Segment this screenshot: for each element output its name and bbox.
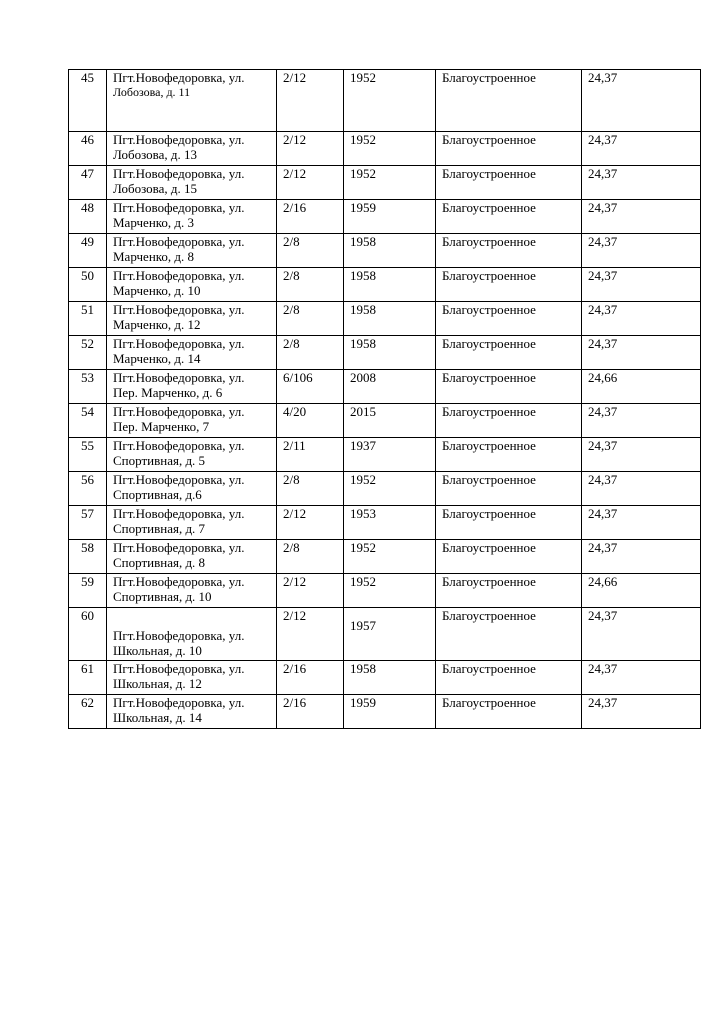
floors-apartments: 4/20 bbox=[277, 404, 344, 438]
tariff-value: 24,66 bbox=[582, 370, 701, 404]
build-year: 1952 bbox=[344, 574, 436, 608]
address-cell bbox=[107, 166, 277, 200]
address-street: Пгт.Новофедоровка, ул. bbox=[113, 438, 245, 453]
address-cell bbox=[107, 404, 277, 438]
row-number: 53 bbox=[69, 370, 107, 404]
address-street: Пгт.Новофедоровка, ул. bbox=[113, 506, 245, 521]
tariff-value: 24,37 bbox=[582, 336, 701, 370]
address-cell bbox=[107, 302, 277, 336]
row-number: 49 bbox=[69, 234, 107, 268]
floors-apartments: 2/8 bbox=[277, 302, 344, 336]
build-year: 1959 bbox=[344, 200, 436, 234]
address-street: Пгт.Новофедоровка, ул. bbox=[113, 268, 245, 283]
address-street: Пгт.Новофедоровка, ул. bbox=[113, 472, 245, 487]
address-house: Марченко, д. 10 bbox=[113, 283, 201, 298]
floors-apartments: 6/106 bbox=[277, 370, 344, 404]
build-year: 1952 bbox=[344, 132, 436, 166]
table-row bbox=[69, 574, 701, 608]
address-cell bbox=[107, 661, 277, 695]
address-cell bbox=[107, 608, 277, 661]
floors-apartments: 2/16 bbox=[277, 695, 344, 729]
floors-apartments: 2/12 bbox=[277, 506, 344, 540]
row-number: 59 bbox=[69, 574, 107, 608]
improvement-type: Благоустроенное bbox=[436, 268, 582, 302]
address-cell bbox=[107, 540, 277, 574]
row-number: 51 bbox=[69, 302, 107, 336]
improvement-type: Благоустроенное bbox=[436, 370, 582, 404]
address-cell bbox=[107, 695, 277, 729]
build-year: 1957 bbox=[344, 608, 436, 661]
address-cell bbox=[107, 234, 277, 268]
improvement-type: Благоустроенное bbox=[436, 166, 582, 200]
address-house: Лобозова, д. 15 bbox=[113, 181, 198, 196]
floors-apartments: 2/8 bbox=[277, 234, 344, 268]
table-row bbox=[69, 200, 701, 234]
table-row bbox=[69, 336, 701, 370]
row-number: 54 bbox=[69, 404, 107, 438]
row-number: 48 bbox=[69, 200, 107, 234]
build-year: 1937 bbox=[344, 438, 436, 472]
floors-apartments: 2/16 bbox=[277, 661, 344, 695]
improvement-type: Благоустроенное bbox=[436, 200, 582, 234]
table-row bbox=[69, 661, 701, 695]
address-street: Пгт.Новофедоровка, ул. bbox=[113, 695, 245, 710]
tariff-value: 24,37 bbox=[582, 608, 701, 661]
tariff-value: 24,37 bbox=[582, 166, 701, 200]
address-street: Пгт.Новофедоровка, ул. bbox=[113, 336, 245, 351]
floors-apartments: 2/12 bbox=[277, 70, 344, 132]
row-number: 55 bbox=[69, 438, 107, 472]
improvement-type: Благоустроенное bbox=[436, 695, 582, 729]
tariff-value: 24,37 bbox=[582, 132, 701, 166]
address-house: Пер. Марченко, д. 6 bbox=[113, 385, 223, 400]
address-house: Лобозова, д. 13 bbox=[113, 147, 198, 162]
address-house: Спортивная, д. 10 bbox=[113, 589, 212, 604]
row-number: 46 bbox=[69, 132, 107, 166]
tariff-value: 24,66 bbox=[582, 574, 701, 608]
address-house: Спортивная, д.6 bbox=[113, 487, 202, 502]
address-street: Пгт.Новофедоровка, ул. bbox=[113, 404, 245, 419]
build-year: 1952 bbox=[344, 472, 436, 506]
address-street: Пгт.Новофедоровка, ул. bbox=[113, 70, 245, 85]
row-number: 61 bbox=[69, 661, 107, 695]
tariff-value: 24,37 bbox=[582, 302, 701, 336]
floors-apartments: 2/12 bbox=[277, 574, 344, 608]
improvement-type: Благоустроенное bbox=[436, 132, 582, 166]
tariff-value: 24,37 bbox=[582, 506, 701, 540]
address-street: Пгт.Новофедоровка, ул. bbox=[113, 370, 245, 385]
table-row bbox=[69, 438, 701, 472]
row-number: 50 bbox=[69, 268, 107, 302]
build-year: 1958 bbox=[344, 661, 436, 695]
floors-apartments: 2/11 bbox=[277, 438, 344, 472]
tariff-value: 24,37 bbox=[582, 540, 701, 574]
address-cell bbox=[107, 200, 277, 234]
row-number: 62 bbox=[69, 695, 107, 729]
address-house: Лобозова, д. 11 bbox=[113, 85, 191, 99]
address-house: Спортивная, д. 5 bbox=[113, 453, 206, 468]
improvement-type: Благоустроенное bbox=[436, 336, 582, 370]
address-street: Пгт.Новофедоровка, ул. bbox=[113, 234, 245, 249]
build-year: 1958 bbox=[344, 302, 436, 336]
address-house: Школьная, д. 12 bbox=[113, 676, 202, 691]
address-street: Пгт.Новофедоровка, ул. bbox=[113, 200, 245, 215]
improvement-type: Благоустроенное bbox=[436, 472, 582, 506]
improvement-type: Благоустроенное bbox=[436, 234, 582, 268]
improvement-type: Благоустроенное bbox=[436, 540, 582, 574]
address-house: Марченко, д. 14 bbox=[113, 351, 201, 366]
address-house: Марченко, д. 12 bbox=[113, 317, 201, 332]
address-house: Марченко, д. 8 bbox=[113, 249, 195, 264]
address-cell bbox=[107, 268, 277, 302]
row-number: 45 bbox=[69, 70, 107, 132]
build-year: 1952 bbox=[344, 166, 436, 200]
tariff-value: 24,37 bbox=[582, 234, 701, 268]
address-street: Пгт.Новофедоровка, ул. bbox=[113, 132, 245, 147]
table-row bbox=[69, 132, 701, 166]
address-house: Школьная, д. 10 bbox=[113, 643, 202, 658]
address-cell bbox=[107, 472, 277, 506]
floors-apartments: 2/12 bbox=[277, 132, 344, 166]
address-house: Школьная, д. 14 bbox=[113, 710, 202, 725]
build-year: 1959 bbox=[344, 695, 436, 729]
improvement-type: Благоустроенное bbox=[436, 404, 582, 438]
tariff-value: 24,37 bbox=[582, 695, 701, 729]
build-year: 1952 bbox=[344, 70, 436, 132]
address-street: Пгт.Новофедоровка, ул. bbox=[113, 166, 245, 181]
floors-apartments: 2/8 bbox=[277, 540, 344, 574]
tariff-value: 24,37 bbox=[582, 438, 701, 472]
improvement-type: Благоустроенное bbox=[436, 574, 582, 608]
build-year: 1958 bbox=[344, 336, 436, 370]
table-row bbox=[69, 234, 701, 268]
build-year: 1958 bbox=[344, 268, 436, 302]
address-house: Марченко, д. 3 bbox=[113, 215, 195, 230]
floors-apartments: 2/8 bbox=[277, 268, 344, 302]
floors-apartments: 2/12 bbox=[277, 166, 344, 200]
address-street: Пгт.Новофедоровка, ул. bbox=[113, 574, 245, 589]
floors-apartments: 2/16 bbox=[277, 200, 344, 234]
floors-apartments: 2/8 bbox=[277, 472, 344, 506]
table-row bbox=[69, 268, 701, 302]
table-row bbox=[69, 70, 701, 132]
table-row bbox=[69, 540, 701, 574]
build-year: 1953 bbox=[344, 506, 436, 540]
improvement-type: Благоустроенное bbox=[436, 608, 582, 661]
build-year: 1952 bbox=[344, 540, 436, 574]
row-number: 57 bbox=[69, 506, 107, 540]
address-street: Пгт.Новофедоровка, ул. bbox=[113, 628, 245, 643]
address-house: Спортивная, д. 7 bbox=[113, 521, 206, 536]
address-house: Спортивная, д. 8 bbox=[113, 555, 206, 570]
table-row bbox=[69, 506, 701, 540]
row-number: 47 bbox=[69, 166, 107, 200]
tariff-value: 24,37 bbox=[582, 200, 701, 234]
build-year: 2008 bbox=[344, 370, 436, 404]
row-number: 58 bbox=[69, 540, 107, 574]
address-cell bbox=[107, 336, 277, 370]
address-cell bbox=[107, 70, 277, 132]
address-cell bbox=[107, 438, 277, 472]
build-year: 1958 bbox=[344, 234, 436, 268]
table-row bbox=[69, 472, 701, 506]
tariff-value: 24,37 bbox=[582, 661, 701, 695]
address-street: Пгт.Новофедоровка, ул. bbox=[113, 540, 245, 555]
table-row bbox=[69, 302, 701, 336]
address-house: Пер. Марченко, 7 bbox=[113, 419, 210, 434]
tariff-value: 24,37 bbox=[582, 472, 701, 506]
build-year: 2015 bbox=[344, 404, 436, 438]
tariff-value: 24,37 bbox=[582, 268, 701, 302]
tariff-value: 24,37 bbox=[582, 404, 701, 438]
floors-apartments: 2/8 bbox=[277, 336, 344, 370]
table-row bbox=[69, 695, 701, 729]
improvement-type: Благоустроенное bbox=[436, 302, 582, 336]
address-cell bbox=[107, 370, 277, 404]
address-street: Пгт.Новофедоровка, ул. bbox=[113, 302, 245, 317]
improvement-type: Благоустроенное bbox=[436, 506, 582, 540]
row-number: 56 bbox=[69, 472, 107, 506]
address-street: Пгт.Новофедоровка, ул. bbox=[113, 661, 245, 676]
row-number: 60 bbox=[69, 608, 107, 661]
improvement-type: Благоустроенное bbox=[436, 70, 582, 132]
table-row bbox=[69, 404, 701, 438]
improvement-type: Благоустроенное bbox=[436, 438, 582, 472]
table-row bbox=[69, 166, 701, 200]
housing-table bbox=[68, 69, 701, 729]
table-row bbox=[69, 608, 701, 661]
row-number: 52 bbox=[69, 336, 107, 370]
floors-apartments: 2/12 bbox=[277, 608, 344, 661]
address-cell bbox=[107, 574, 277, 608]
improvement-type: Благоустроенное bbox=[436, 661, 582, 695]
tariff-value: 24,37 bbox=[582, 70, 701, 132]
table-row bbox=[69, 370, 701, 404]
address-cell bbox=[107, 132, 277, 166]
address-cell bbox=[107, 506, 277, 540]
